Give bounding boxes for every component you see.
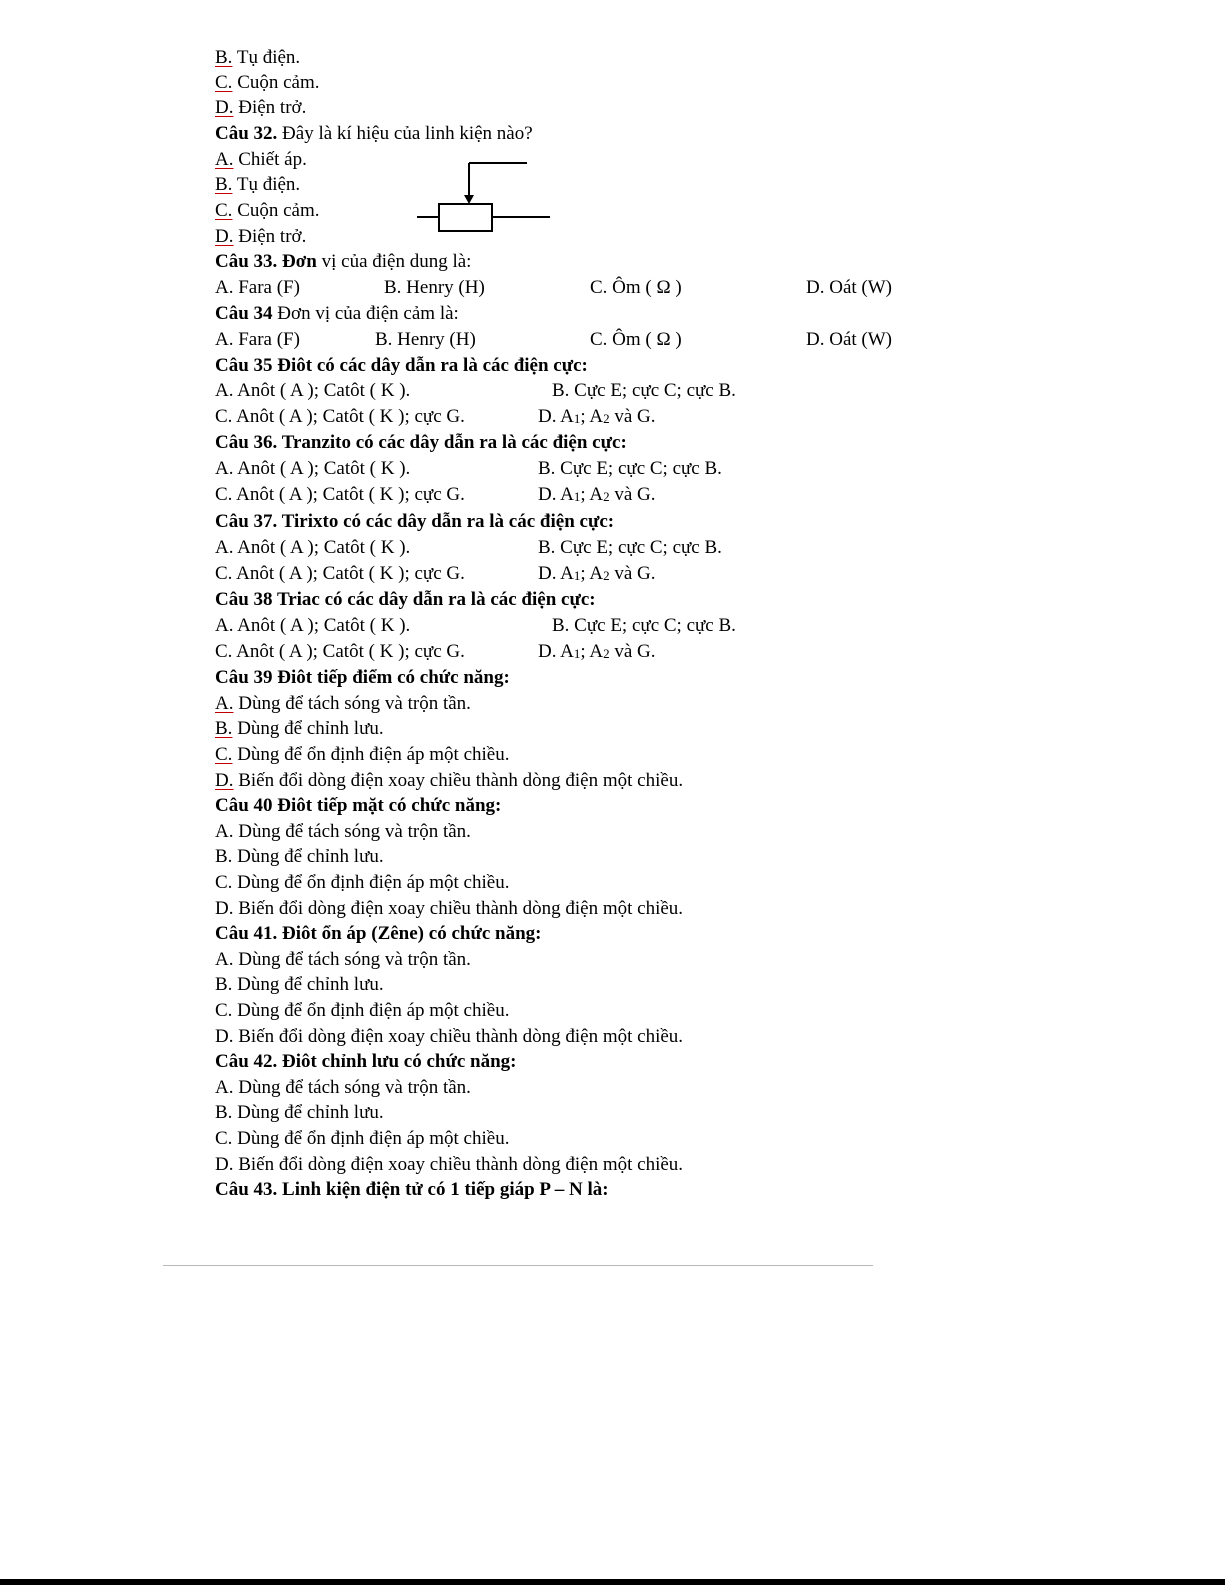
question-43: Câu 43. Linh kiện điện tử có 1 tiếp giáp P – N là: <box>215 1179 609 1200</box>
option-c: C. Anôt ( A ); Catôt ( K ); cực G. <box>215 484 465 505</box>
option-d: D. Điện trở. <box>215 97 307 118</box>
option-b: B. Henry (H) <box>375 329 476 350</box>
option-d: D. Biến đổi dòng điện xoay chiều thành dòng điện một chiều. <box>215 898 684 919</box>
question-42: Câu 42. Điôt chỉnh lưu có chức năng: <box>215 1051 517 1072</box>
option-c: C. Ôm ( Ω ) <box>590 277 682 298</box>
option-c: C. Cuộn cảm. <box>215 72 320 93</box>
option-b: B. Cực E; cực C; cực B. <box>538 458 722 479</box>
option-b: B. Cực E; cực C; cực B. <box>552 380 736 401</box>
option-c: C. Anôt ( A ); Catôt ( K ); cực G. <box>215 406 465 427</box>
option-a: A. Dùng để tách sóng và trộn tần. <box>215 693 471 714</box>
question-36: Câu 36. Tranzito có các dây dẫn ra là các điện cực: <box>215 432 627 453</box>
option-a: A. Chiết áp. <box>215 149 307 170</box>
option-c: C. Dùng để ổn định điện áp một chiều. <box>215 1128 510 1149</box>
option-letter: D. <box>215 97 234 118</box>
option-a: A. Dùng để tách sóng và trộn tần. <box>215 949 471 970</box>
option-letter: B. <box>215 718 233 739</box>
viewer-bottom-bar <box>0 1579 1225 1585</box>
question-34: Câu 34 Đơn vị của điện cảm là: <box>215 303 459 324</box>
option-d: D. Biến đổi dòng điện xoay chiều thành dòng điện một chiều. <box>215 1026 684 1047</box>
option-d: D. Biến đổi dòng điện xoay chiều thành dòng điện một chiều. <box>215 770 684 791</box>
question-38: Câu 38 Triac có các dây dẫn ra là các điện cực: <box>215 589 596 610</box>
option-letter: C. <box>215 744 233 765</box>
option-b: B. Cực E; cực C; cực B. <box>538 537 722 558</box>
option-letter: B. <box>215 47 233 68</box>
option-b: B. Dùng để chỉnh lưu. <box>215 1102 384 1123</box>
option-a: A. Dùng để tách sóng và trộn tần. <box>215 1077 471 1098</box>
option-a: A. Dùng để tách sóng và trộn tần. <box>215 821 471 842</box>
option-letter: B. <box>215 174 233 195</box>
question-32: Câu 32. Đây là kí hiệu của linh kiện nào? <box>215 123 533 144</box>
question-33: Câu 33. Đơn vị của điện dung là: <box>215 251 472 272</box>
option-d: D. A1; A2 và G. <box>538 563 656 584</box>
option-b: B. Tụ điện. <box>215 174 301 195</box>
option-d: D. A1; A2 và G. <box>538 641 656 662</box>
option-a: A. Anôt ( A ); Catôt ( K ). <box>215 615 411 636</box>
option-b: B. Henry (H) <box>384 277 485 298</box>
option-a: A. Fara (F) <box>215 277 300 298</box>
option-a: A. Anôt ( A ); Catôt ( K ). <box>215 380 411 401</box>
question-40: Câu 40 Điôt tiếp mặt có chức năng: <box>215 795 502 816</box>
option-c: C. Cuộn cảm. <box>215 200 320 221</box>
potentiometer-symbol <box>417 160 557 238</box>
option-d: D. Điện trở. <box>215 226 307 247</box>
option-d: D. A1; A2 và G. <box>538 406 656 427</box>
option-letter: C. <box>215 72 233 93</box>
option-c: C. Anôt ( A ); Catôt ( K ); cực G. <box>215 563 465 584</box>
option-b: B. Dùng để chỉnh lưu. <box>215 718 384 739</box>
option-letter: A. <box>215 693 234 714</box>
option-b: B. Tụ điện. <box>215 47 301 68</box>
option-letter: A. <box>215 149 234 170</box>
option-letter: D. <box>215 226 234 247</box>
question-37: Câu 37. Tirixto có các dây dẫn ra là các điện cực: <box>215 511 615 532</box>
question-35: Câu 35 Điôt có các dây dẫn ra là các điện cực: <box>215 355 588 376</box>
wiper-arrow-icon <box>464 195 474 204</box>
option-letter: C. <box>215 200 233 221</box>
option-a: A. Anôt ( A ); Catôt ( K ). <box>215 458 411 479</box>
option-b: B. Cực E; cực C; cực B. <box>552 615 736 636</box>
question-39: Câu 39 Điôt tiếp điểm có chức năng: <box>215 667 510 688</box>
option-d: D. Biến đổi dòng điện xoay chiều thành dòng điện một chiều. <box>215 1154 684 1175</box>
option-c: C. Anôt ( A ); Catôt ( K ); cực G. <box>215 641 465 662</box>
resistor-body <box>439 204 492 231</box>
option-c: C. Dùng để ổn định điện áp một chiều. <box>215 872 510 893</box>
option-b: B. Dùng để chỉnh lưu. <box>215 974 384 995</box>
option-a: A. Anôt ( A ); Catôt ( K ). <box>215 537 411 558</box>
option-c: C. Ôm ( Ω ) <box>590 329 682 350</box>
option-letter: D. <box>215 770 234 791</box>
option-b: B. Dùng để chỉnh lưu. <box>215 846 384 867</box>
option-d: D. Oát (W) <box>806 329 892 350</box>
option-a: A. Fara (F) <box>215 329 300 350</box>
question-41: Câu 41. Điôt ổn áp (Zêne) có chức năng: <box>215 923 542 944</box>
page-footer-rule <box>163 1265 873 1266</box>
option-c: C. Dùng để ổn định điện áp một chiều. <box>215 744 510 765</box>
option-d: D. A1; A2 và G. <box>538 484 656 505</box>
option-d: D. Oát (W) <box>806 277 892 298</box>
option-c: C. Dùng để ổn định điện áp một chiều. <box>215 1000 510 1021</box>
